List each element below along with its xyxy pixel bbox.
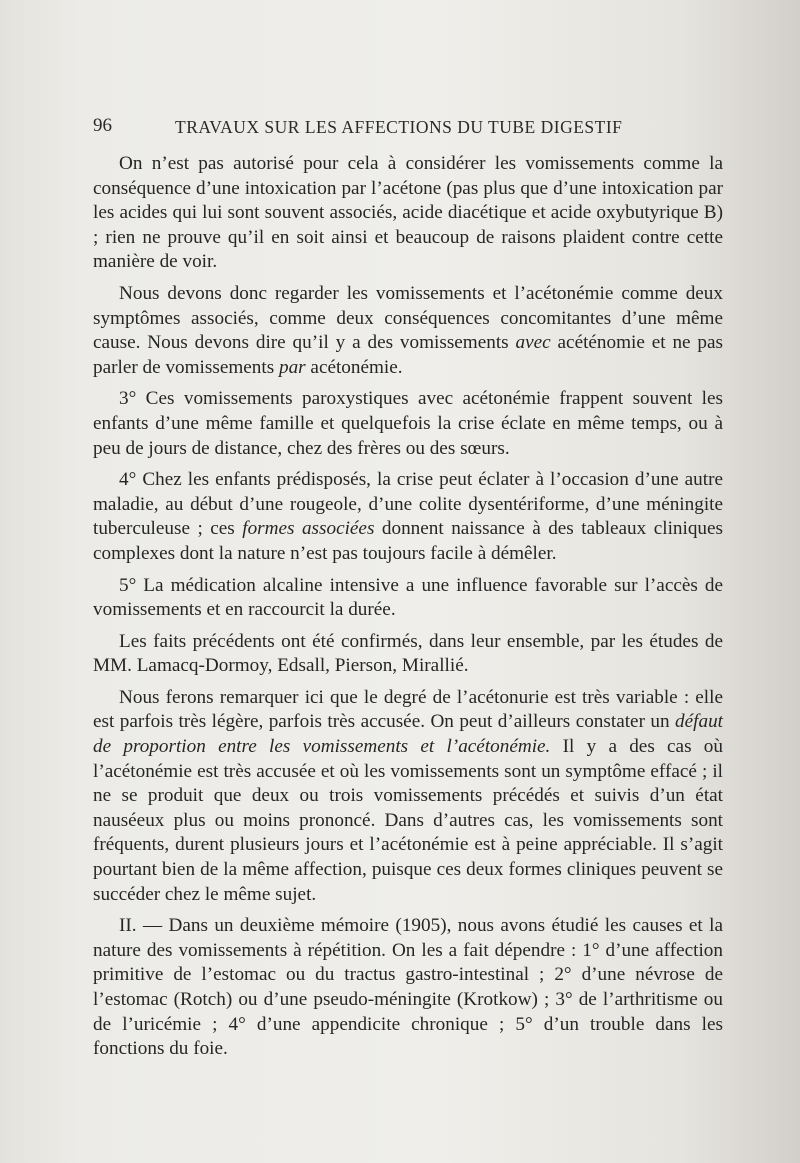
paragraph-second-memoir <box>93 914 723 1062</box>
paragraph-text: 3° Ces vomissements paroxystiques avec acétonémie frappent souvent les enfants d’une même famille et quelquefois la crise éclate en même temps, ou à peu de jours de distance, chez des frères ou des sœurs. <box>93 388 723 459</box>
italic-text-avec: avec <box>515 332 551 354</box>
page-header <box>93 113 723 143</box>
italic-text-par: par <box>278 356 306 378</box>
running-title: TRAVAUX SUR LES AFFECTIONS DU TUBE DIGESTIF <box>175 117 623 137</box>
paragraph-text: acétonémie. <box>305 356 403 378</box>
paragraph-text: 4° Chez les enfants prédisposés, la crise peut éclater à l’occasion d’une autre maladie, au début d’une rougeole, d’une colite dysentériforme, d’une méningite tuberculeuse ; ces <box>93 469 723 540</box>
paragraph-point-3 <box>93 387 723 461</box>
paragraph-point-4 <box>93 468 723 566</box>
paragraph-text: 5° La médication alcaline intensive a une influence favorable sur l’accès de vomissements et en raccourcit la durée. <box>93 574 723 621</box>
paragraph-associated-symptoms <box>93 282 723 380</box>
paragraph-point-5 <box>93 574 723 623</box>
paragraph-text: Les faits précédents ont été confirmés, dans leur ensemble, par les études de MM. Lamacq-Dormoy, Edsall, Pierson, Mirallié. <box>93 630 723 677</box>
italic-text-defaut-de-proportion: défaut de proportion entre les vomissements et l’acétonémie. <box>93 711 723 758</box>
paragraph-text: Il y a des cas où l’acétonémie est très accusée et où les vomissements sont un symptôme effacé ; il ne se produit que deux ou trois vomissements précédés et suivis d’un état nauséeux plus ou moins prononcé. Dans d’autres cas, les vomissements sont fréquents, durent plusieurs jours et l’acétonémie est à peine appréciable. Il s’agit pourtant bien de la même affection, puisque ces deux formes cliniques peuvent se succéder chez le même sujet. <box>93 736 723 905</box>
body-text <box>93 152 723 1062</box>
paragraph-confirmation <box>93 630 723 679</box>
page-number: 96 <box>93 115 112 136</box>
paragraph-text: On n’est pas autorisé pour cela à considérer les vomissements comme la conséquence d’une intoxication par l’acétone (pas plus que d’une intoxication par les acides qui lui sont souvent associés, acide diacétique et acide oxybutyrique B) ; rien ne prouve qu’il en soit ainsi et beaucoup de raisons plaident contre cette manière de voir. <box>93 153 723 273</box>
paragraph-text: Nous ferons remarquer ici que le degré de l’acétonurie est très variable : elle est parfois très légère, parfois très accusée. On peut d’ailleurs constater un <box>93 686 723 733</box>
paragraph-text: acéténomie et ne pas parler de vomissements <box>93 332 724 378</box>
paragraph-acetonuria-degree <box>93 686 723 907</box>
paragraph-text: II. — Dans un deuxième mémoire (1905), nous avons étudié les causes et la nature des vomissements à répétition. On les a fait dépendre : 1° d’une affection primitive de l’estomac ou du tractus gastro-intestinal ; 2° d’une névrose de l’estomac (Rotch) ou d’une pseudo-méningite (Krotkow) ; 3° de l’arthritisme ou de l’uricémie ; 4° d’une appendicite chronique ; 5° d’un trouble dans les fonctions du foie. <box>93 915 723 1060</box>
paragraph-text: Nous devons donc regarder les vomissements et l’acétonémie comme deux symptômes associés, comme deux conséquences concomitantes d’une même cause. Nous devons dire qu’il y a des vomissements <box>93 282 723 354</box>
paragraph-text: donnent naissance à des tableaux cliniques complexes dont la nature n’est pas toujours facile à démêler. <box>93 518 723 564</box>
italic-text-formes-associees: formes associées <box>242 518 375 540</box>
paragraph-intoxication <box>93 152 723 275</box>
